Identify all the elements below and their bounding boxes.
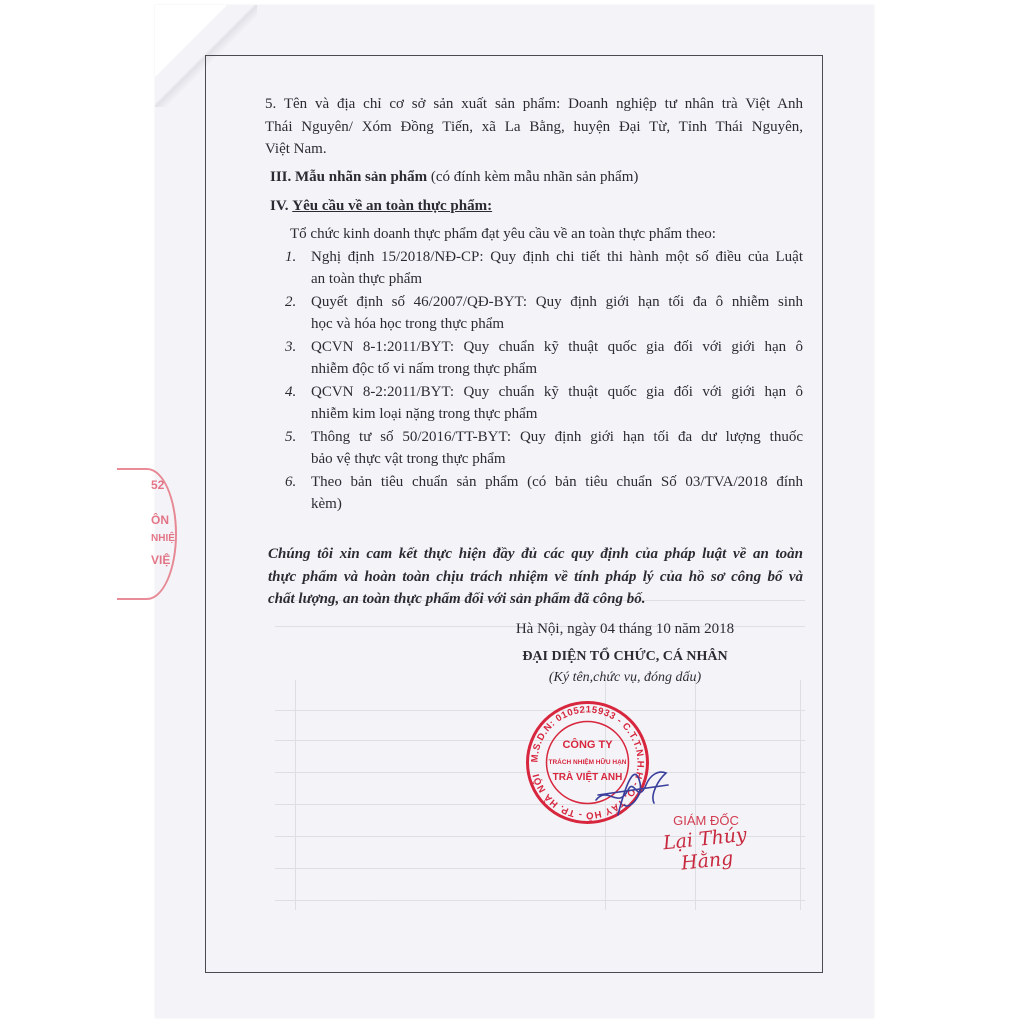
commitment-line1: Chúng tôi xin cam kết thực hiện đầy đủ các quy định của pháp luật về an toàn: [268, 546, 803, 562]
section5-line2: Thái Nguyên/ Xóm Đồng Tiến, xã La Bằng, huyện Đại Từ, Tỉnh Thái Nguyên,: [265, 119, 803, 135]
edge-stamp-text: VIỆ: [151, 553, 171, 567]
list-item-line: Thông tư số 50/2016/TT-BYT: Quy định giới hạn tối đa dư lượng thuốc: [311, 429, 803, 445]
section4-intro: Tổ chức kinh doanh thực phẩm đạt yêu cầu về an toàn thực phẩm theo:: [290, 226, 716, 242]
section3-heading: III. Mẫu nhãn sản phẩm: [270, 169, 428, 185]
list-item-number: 2.: [285, 294, 297, 310]
list-item-line: Theo bản tiêu chuẩn sản phẩm (có bản tiêu chuẩn Số 03/TVA/2018 đính: [311, 474, 803, 490]
section3: [270, 166, 638, 189]
edge-stamp-text: 52: [151, 478, 165, 492]
seal-line1: CÔNG TY: [562, 739, 613, 751]
place-date: Hà Nội, ngày 04 tháng 10 năm 2018: [515, 621, 735, 637]
director-title: GIÁM ĐỐC: [673, 813, 739, 828]
seal-line3: TRÀ VIỆT ANH: [552, 772, 623, 783]
section4-heading: Yêu cầu về an toàn thực phẩm:: [292, 198, 493, 214]
seal-line2: TRÁCH NHIỆM HỮU HẠN: [548, 759, 627, 766]
list-item-number: 5.: [285, 429, 297, 445]
list-item-line: QCVN 8-1:2011/BYT: Quy chuẩn kỹ thuật quốc gia đối với giới hạn ô: [311, 339, 803, 355]
section3-note: (có đính kèm mẫu nhãn sản phẩm): [430, 169, 639, 185]
list-item-line: học và hóa học trong thực phẩm: [311, 316, 505, 332]
list-item-number: 4.: [285, 384, 297, 400]
commitment-line3: chất lượng, an toàn thực phẩm đối với sản phẩm đã công bố.: [268, 591, 646, 607]
list-item-number: 6.: [285, 474, 297, 490]
edge-stamp-text: ÔN: [151, 513, 169, 527]
list-item-line: bảo vệ thực vật trong thực phẩm: [311, 451, 506, 467]
list-item-number: 3.: [285, 339, 297, 355]
list-item-line: Quyết định số 46/2007/QĐ-BYT: Quy định giới hạn tối đa ô nhiễm sinh: [311, 294, 803, 310]
edge-stamp-text: NHIỆ: [151, 533, 175, 544]
list-item-line: nhiễm kim loại nặng trong thực phẩm: [311, 406, 538, 422]
signature-subtitle: (Ký tên,chức vụ, đóng dấu): [548, 670, 702, 685]
section5-line3: Việt Nam.: [265, 141, 327, 157]
section5-line1: 5. Tên và địa chỉ cơ sở sản xuất sản phẩm: Doanh nghiệp tư nhân trà Việt Anh: [265, 96, 803, 112]
list-item-line: kèm): [311, 496, 342, 512]
section4-prefix: IV.: [270, 198, 289, 214]
signature-title: ĐẠI DIỆN TỔ CHỨC, CÁ NHÂN: [522, 649, 728, 664]
commitment-line2: thực phẩm và hoàn toàn chịu trách nhiệm về tính pháp lý của hồ sơ công bố và: [268, 569, 803, 585]
director-name: Lại Thúy Hằng: [661, 823, 748, 875]
list-item-line: Nghị định 15/2018/NĐ-CP: Quy định chi tiết thi hành một số điều của Luật: [311, 249, 803, 265]
list-item-line: QCVN 8-2:2011/BYT: Quy chuẩn kỹ thuật quốc gia đối với giới hạn ô: [311, 384, 803, 400]
list-item-line: an toàn thực phẩm: [311, 271, 423, 287]
list-item-line: nhiễm độc tố vi nấm trong thực phẩm: [311, 361, 538, 377]
section4-heading-row: [270, 195, 492, 218]
partial-edge-stamp: [147, 468, 177, 598]
seal-outer-text: M.S.D.N: 0105215933 - C.T.T.N.H.H - Q. TÂY HỒ - TP. HÀ NỘI: [529, 704, 646, 821]
list-item-number: 1.: [285, 249, 297, 265]
